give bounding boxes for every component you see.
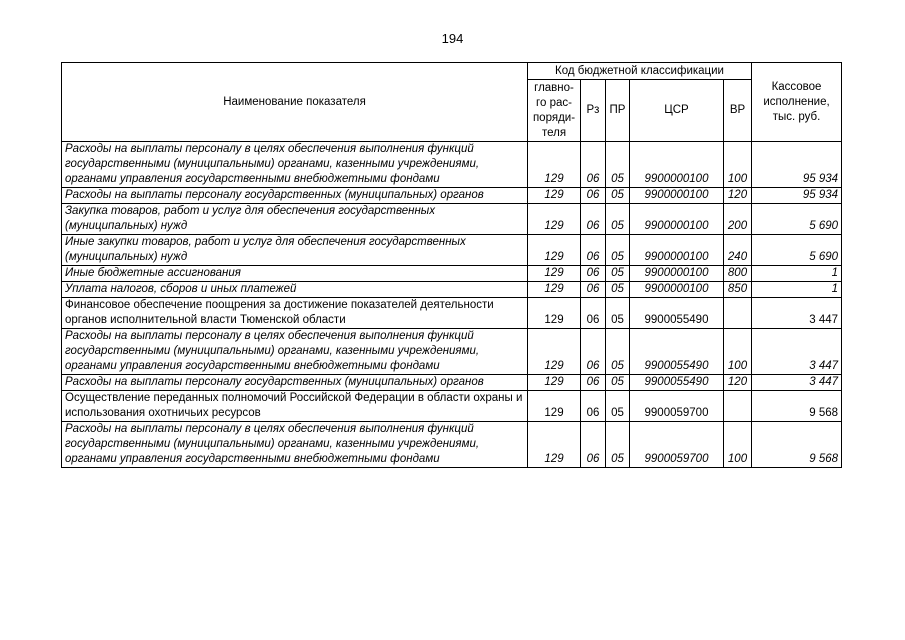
header-glava: главно-го рас-поряди-теля: [528, 80, 581, 142]
page-number: 194: [441, 31, 464, 46]
cell-name: Иные бюджетные ассигнования: [62, 266, 528, 282]
cell-glava: 129: [528, 329, 581, 375]
cell-pr: 05: [606, 204, 630, 235]
cell-csr: 9900000100: [630, 204, 724, 235]
cell-pr: 05: [606, 298, 630, 329]
cell-name: Расходы на выплаты персоналу государственных (муниципальных) органов: [62, 188, 528, 204]
cell-csr: 9900055490: [630, 329, 724, 375]
cell-rz: 06: [581, 188, 606, 204]
cell-rz: 06: [581, 235, 606, 266]
cell-amount: 1: [752, 282, 842, 298]
cell-amount: 3 447: [752, 375, 842, 391]
header-rz: Рз: [581, 80, 606, 142]
cell-amount: 95 934: [752, 188, 842, 204]
cell-csr: 9900055490: [630, 375, 724, 391]
cell-csr: 9900000100: [630, 282, 724, 298]
cell-amount: 95 934: [752, 142, 842, 188]
cell-vr: 200: [724, 204, 752, 235]
cell-csr: 9900000100: [630, 142, 724, 188]
cell-pr: 05: [606, 282, 630, 298]
cell-name: Расходы на выплаты персоналу государственных (муниципальных) органов: [62, 375, 528, 391]
table-row: [62, 188, 842, 204]
table-row: [62, 266, 842, 282]
cell-name: Расходы на выплаты персоналу в целях обеспечения выполнения функций государственными (муниципальными) органами, казенными учреждениями, органами управления государственными внебюджетными фондами: [62, 142, 528, 188]
cell-amount: 3 447: [752, 298, 842, 329]
cell-csr: 9900059700: [630, 422, 724, 468]
cell-pr: 05: [606, 142, 630, 188]
cell-vr: 100: [724, 422, 752, 468]
header-pr: ПР: [606, 80, 630, 142]
cell-pr: 05: [606, 391, 630, 422]
table-row: [62, 329, 842, 375]
cell-name: Расходы на выплаты персоналу в целях обеспечения выполнения функций государственными (муниципальными) органами, казенными учреждениями, органами управления государственными внебюджетными фондами: [62, 422, 528, 468]
cell-name: Финансовое обеспечение поощрения за достижение показателей деятельности органов исполнительной власти Тюменской области: [62, 298, 528, 329]
table-row: [62, 391, 842, 422]
cell-rz: 06: [581, 391, 606, 422]
cell-csr: 9900055490: [630, 298, 724, 329]
cell-glava: 129: [528, 188, 581, 204]
header-code-group: Код бюджетной классификации: [528, 63, 752, 80]
cell-vr: 800: [724, 266, 752, 282]
cell-pr: 05: [606, 235, 630, 266]
cell-pr: 05: [606, 188, 630, 204]
cell-vr: 100: [724, 329, 752, 375]
cell-rz: 06: [581, 282, 606, 298]
cell-csr: 9900000100: [630, 188, 724, 204]
cell-pr: 05: [606, 329, 630, 375]
cell-csr: 9900000100: [630, 235, 724, 266]
cell-glava: 129: [528, 266, 581, 282]
cell-vr: [724, 298, 752, 329]
cell-vr: 240: [724, 235, 752, 266]
header-vr: ВР: [724, 80, 752, 142]
cell-csr: 9900000100: [630, 266, 724, 282]
cell-pr: 05: [606, 375, 630, 391]
cell-rz: 06: [581, 375, 606, 391]
cell-amount: 9 568: [752, 391, 842, 422]
cell-amount: 3 447: [752, 329, 842, 375]
table-row: [62, 204, 842, 235]
cell-rz: 06: [581, 329, 606, 375]
cell-pr: 05: [606, 266, 630, 282]
cell-name: Закупка товаров, работ и услуг для обеспечения государственных (муниципальных) нужд: [62, 204, 528, 235]
cell-csr: 9900059700: [630, 391, 724, 422]
cell-amount: 5 690: [752, 235, 842, 266]
table-row: [62, 235, 842, 266]
header-amount: Кассовое исполнение, тыс. руб.: [752, 63, 842, 142]
cell-rz: 06: [581, 298, 606, 329]
cell-rz: 06: [581, 142, 606, 188]
table-row: [62, 298, 842, 329]
cell-amount: 5 690: [752, 204, 842, 235]
cell-rz: 06: [581, 266, 606, 282]
budget-table: [61, 62, 842, 468]
header-name: Наименование показателя: [62, 63, 528, 142]
cell-amount: 1: [752, 266, 842, 282]
cell-glava: 129: [528, 422, 581, 468]
cell-glava: 129: [528, 375, 581, 391]
cell-name: Осуществление переданных полномочий Российской Федерации в области охраны и использования охотничьих ресурсов: [62, 391, 528, 422]
cell-vr: 850: [724, 282, 752, 298]
table-row: [62, 422, 842, 468]
table-row: [62, 142, 842, 188]
cell-glava: 129: [528, 282, 581, 298]
header-csr: ЦСР: [630, 80, 724, 142]
table-row: [62, 375, 842, 391]
cell-vr: [724, 391, 752, 422]
table-body: [62, 142, 842, 468]
cell-vr: 120: [724, 375, 752, 391]
cell-amount: 9 568: [752, 422, 842, 468]
cell-rz: 06: [581, 204, 606, 235]
cell-name: Иные закупки товаров, работ и услуг для обеспечения государственных (муниципальных) нужд: [62, 235, 528, 266]
cell-glava: 129: [528, 204, 581, 235]
table-row: [62, 282, 842, 298]
cell-name: Расходы на выплаты персоналу в целях обеспечения выполнения функций государственными (муниципальными) органами, казенными учреждениями, органами управления государственными внебюджетными фондами: [62, 329, 528, 375]
cell-glava: 129: [528, 391, 581, 422]
cell-glava: 129: [528, 142, 581, 188]
cell-rz: 06: [581, 422, 606, 468]
cell-glava: 129: [528, 298, 581, 329]
cell-pr: 05: [606, 422, 630, 468]
cell-vr: 120: [724, 188, 752, 204]
cell-name: Уплата налогов, сборов и иных платежей: [62, 282, 528, 298]
cell-vr: 100: [724, 142, 752, 188]
cell-glava: 129: [528, 235, 581, 266]
